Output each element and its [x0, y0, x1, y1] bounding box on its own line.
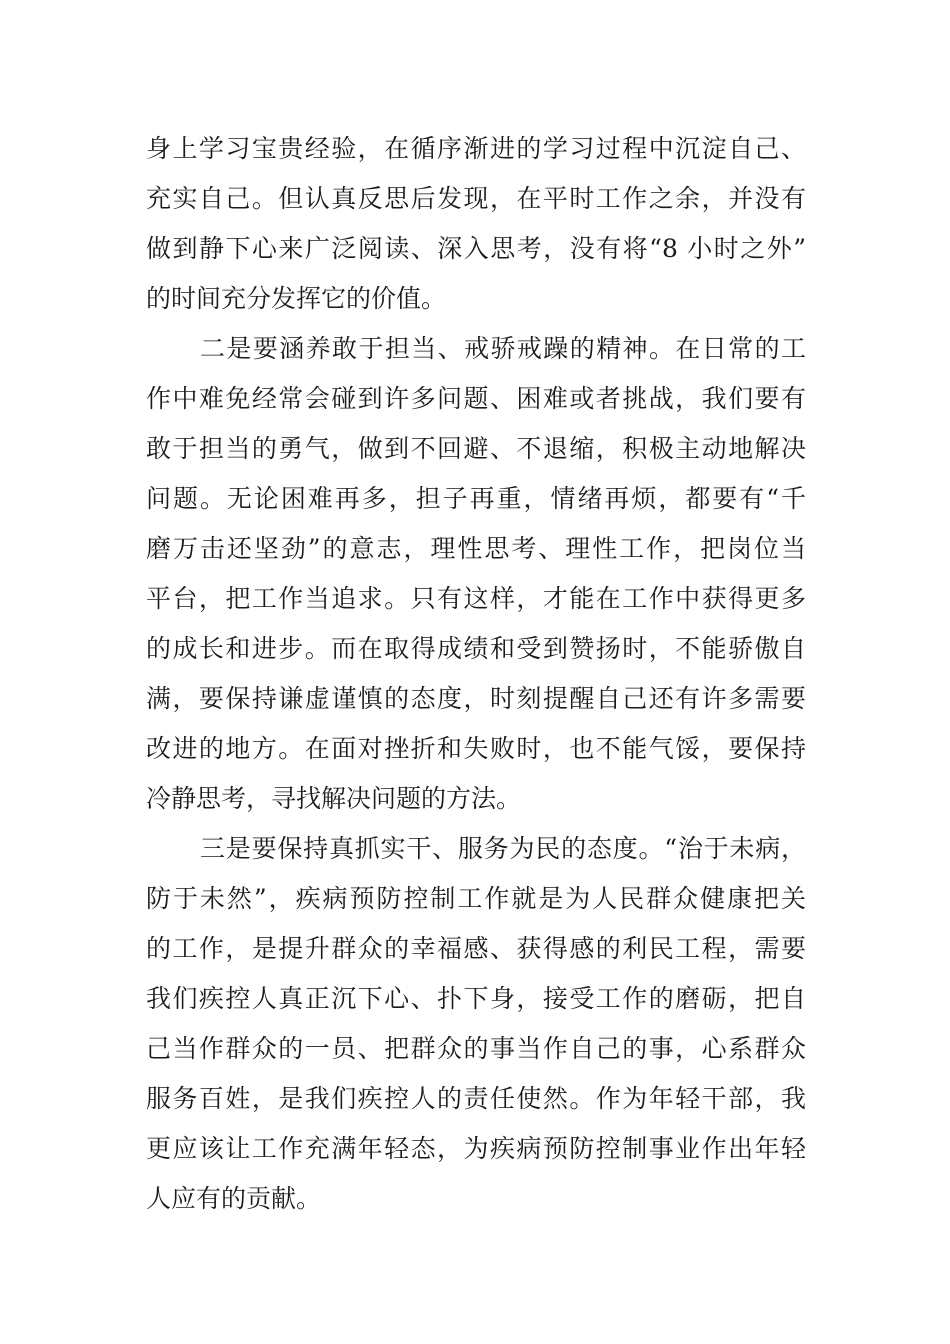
text-line: 己当作群众的一员、把群众的事当作自己的事，心系群众	[146, 1034, 806, 1063]
text-line: 满，要保持谦虚谨慎的态度，时刻提醒自己还有许多需要	[146, 684, 806, 713]
text-line: 更应该让工作充满年轻态，为疾病预防控制事业作出年轻	[146, 1134, 806, 1163]
text-line: 我们疾控人真正沉下心、扑下身，接受工作的磨砺，把自	[146, 984, 806, 1013]
text-line: 身上学习宝贵经验，在循序渐进的学习过程中沉淀自己、	[146, 134, 806, 163]
text-line: 人应有的贡献。	[146, 1184, 322, 1213]
text-line: 的时间充分发挥它的价值。	[146, 284, 447, 313]
text-line: 冷静思考，寻找解决问题的方法。	[146, 784, 522, 813]
text-line: 服务百姓，是我们疾控人的责任使然。作为年轻干部，我	[146, 1084, 806, 1113]
text-line: 充实自己。但认真反思后发现，在平时工作之余，并没有	[146, 184, 806, 213]
text-line: 磨万击还坚劲”的意志，理性思考、理性工作，把岗位当	[146, 534, 806, 563]
text-line: 改进的地方。在面对挫折和失败时，也不能气馁，要保持	[146, 734, 806, 763]
text-line: 做到静下心来广泛阅读、深入思考，没有将“8 小时之外”	[146, 234, 806, 263]
text-line: 的工作，是提升群众的幸福感、获得感的利民工程，需要	[146, 934, 806, 963]
text-line: 防于未然”，疾病预防控制工作就是为人民群众健康把关	[146, 884, 806, 913]
text-line: 作中难免经常会碰到许多问题、困难或者挑战，我们要有	[146, 384, 806, 413]
text-line: 平台，把工作当追求。只有这样，才能在工作中获得更多	[146, 584, 806, 613]
paragraph-first-line: 三是要保持真抓实干、服务为民的态度。“治于未病，	[200, 834, 806, 863]
text-line: 敢于担当的勇气，做到不回避、不退缩，积极主动地解决	[146, 434, 806, 463]
paragraph-first-line: 二是要涵养敢于担当、戒骄戒躁的精神。在日常的工	[200, 334, 806, 363]
text-line: 的成长和进步。而在取得成绩和受到赞扬时，不能骄傲自	[146, 634, 806, 663]
text-line: 问题。无论困难再多，担子再重，情绪再烦，都要有“千	[146, 484, 806, 513]
